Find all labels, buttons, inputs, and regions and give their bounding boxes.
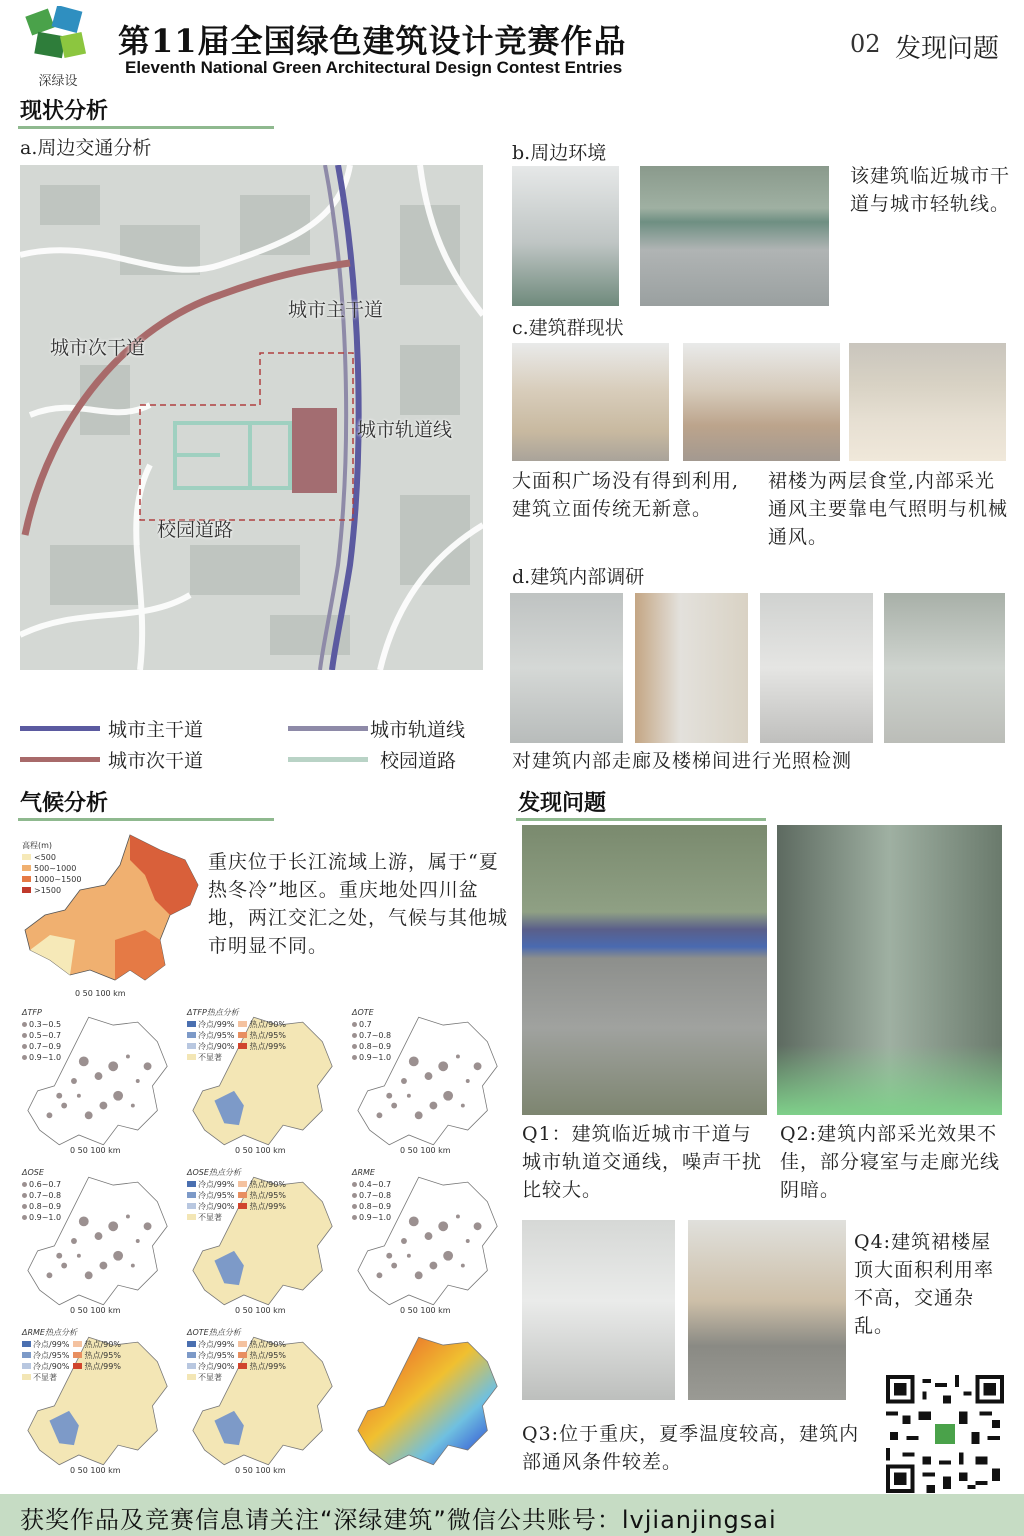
climate-map-legend-item: 冷点/95% bbox=[187, 1350, 234, 1361]
map-dot bbox=[77, 1094, 81, 1098]
environment-text: 该建筑临近城市干道与城市轻轨线。 bbox=[850, 165, 1011, 215]
logo-text: 深绿设 bbox=[38, 74, 78, 89]
map-dot bbox=[474, 1222, 482, 1230]
climate-map-legend-item: 0.6~0.7 bbox=[22, 1179, 61, 1190]
climate-map-legend-item: 0.9~1.0 bbox=[22, 1212, 61, 1223]
section-title-climate: 气候分析 bbox=[20, 791, 109, 816]
climate-map-legend-item: 热点/95% bbox=[73, 1350, 120, 1361]
logo bbox=[22, 6, 94, 89]
map-dot bbox=[71, 1078, 77, 1084]
climate-map-title: ΔOSE bbox=[22, 1168, 44, 1177]
map-dot bbox=[474, 1062, 482, 1070]
photo-q2-dark-corridor bbox=[777, 825, 1002, 1115]
q4-text: Q4:建筑裙楼屋顶大面积利用率不高，交通杂乱。 bbox=[854, 1231, 995, 1337]
map-dot bbox=[71, 1238, 77, 1244]
climate-map-legend bbox=[352, 1019, 391, 1063]
climate-map-legend-item: 不显著 bbox=[187, 1212, 234, 1223]
climate-map-legend-item: 热点/99% bbox=[238, 1041, 285, 1052]
legend-swatch-rail bbox=[288, 726, 368, 731]
climate-map bbox=[350, 1005, 507, 1157]
legend-label-campus-road: 校园道路 bbox=[380, 750, 457, 772]
map-dot bbox=[79, 1216, 89, 1226]
subtitle-buildings: c.建筑群现状 bbox=[512, 317, 624, 339]
climate-map-legend bbox=[187, 1179, 286, 1223]
climate-map-legend bbox=[22, 1339, 121, 1383]
label-main-road: 城市主干道 bbox=[288, 299, 384, 321]
map-dot bbox=[386, 1253, 392, 1259]
legend-label-rail: 城市轨道线 bbox=[370, 719, 466, 741]
label-campus-road: 校园道路 bbox=[157, 519, 234, 541]
climate-map-title: ΔTFP bbox=[22, 1008, 42, 1017]
climate-map-legend-item: 冷点/99% bbox=[187, 1019, 234, 1030]
map-dot bbox=[425, 1072, 433, 1080]
climate-map-legend-item: 冷点/95% bbox=[187, 1190, 234, 1201]
scale-bar: 0 50 100 km bbox=[70, 1306, 121, 1315]
page-number: 02 bbox=[850, 30, 881, 58]
map-dot bbox=[466, 1079, 470, 1083]
subtitle-traffic: a.周边交通分析 bbox=[20, 137, 152, 159]
label-secondary-road: 城市次干道 bbox=[50, 337, 146, 359]
map-dot bbox=[407, 1094, 411, 1098]
scale-bar: 0 50 100 km bbox=[75, 989, 126, 998]
climate-map-legend-item: 0.7 bbox=[352, 1019, 391, 1030]
map-dot bbox=[61, 1103, 67, 1109]
climate-map-legend-item: 0.8~0.9 bbox=[352, 1201, 391, 1212]
climate-map-legend-item: 0.3~0.5 bbox=[22, 1019, 61, 1030]
climate-map-legend bbox=[352, 1179, 391, 1223]
map-dot bbox=[113, 1091, 123, 1101]
climate-map-legend-item: 冷点/95% bbox=[187, 1030, 234, 1041]
map-dot bbox=[85, 1111, 93, 1119]
climate-map-legend-item: 0.8~0.9 bbox=[352, 1041, 391, 1052]
climate-map-legend-item: 冷点/90% bbox=[22, 1361, 69, 1372]
climate-map-legend bbox=[22, 1019, 61, 1063]
elevation-legend bbox=[22, 852, 81, 896]
map-dot bbox=[99, 1102, 107, 1110]
map-dot bbox=[425, 1232, 433, 1240]
climate-map bbox=[185, 1325, 342, 1477]
elevation-legend-item: <500 bbox=[22, 852, 81, 863]
footer-text: 获奖作品及竞赛信息请关注“深绿建筑”微信公共账号：lvjianjingsai bbox=[20, 1506, 777, 1534]
subtitle-environment: b.周边环境 bbox=[512, 142, 607, 164]
climate-map-legend-item: 冷点/99% bbox=[187, 1339, 234, 1350]
elevation-legend-title: 高程(m) bbox=[22, 841, 53, 850]
climate-map-legend-item: 不显著 bbox=[187, 1372, 234, 1383]
photo-dorm-buildings bbox=[512, 343, 669, 461]
map-dot bbox=[401, 1078, 407, 1084]
climate-map bbox=[185, 1005, 342, 1157]
map-dot bbox=[391, 1263, 397, 1269]
map-dot bbox=[56, 1093, 62, 1099]
climate-map-legend-item: 0.7~0.8 bbox=[352, 1030, 391, 1041]
photo-corridor-1 bbox=[510, 593, 623, 743]
climate-map-title: ΔOTE热点分析 bbox=[187, 1328, 241, 1337]
climate-map-drawing bbox=[350, 1325, 507, 1477]
climate-map-title: ΔRME bbox=[352, 1168, 375, 1177]
map-dot bbox=[61, 1263, 67, 1269]
climate-map-legend-item: 0.8~0.9 bbox=[22, 1201, 61, 1212]
map-dot bbox=[391, 1103, 397, 1109]
climate-map-legend-item: 0.7~0.9 bbox=[22, 1041, 61, 1052]
map-dot bbox=[85, 1271, 93, 1279]
photo-rail-street bbox=[512, 166, 619, 306]
section-divider bbox=[18, 126, 274, 129]
climate-map-legend-item: 热点/90% bbox=[238, 1019, 285, 1030]
climate-map-title: ΔOTE bbox=[352, 1008, 374, 1017]
scale-bar: 0 50 100 km bbox=[235, 1466, 286, 1475]
photo-canteen-building bbox=[683, 343, 840, 461]
climate-map-legend bbox=[187, 1339, 286, 1383]
map-dot bbox=[409, 1216, 419, 1226]
climate-map-legend-item: 热点/99% bbox=[73, 1361, 120, 1372]
footer-bar bbox=[0, 1494, 1024, 1536]
map-dot bbox=[136, 1239, 140, 1243]
map-dot bbox=[415, 1271, 423, 1279]
climate-map-legend-item: 热点/90% bbox=[73, 1339, 120, 1350]
page-name: 发现问题 bbox=[895, 34, 1000, 64]
climate-map bbox=[350, 1165, 507, 1317]
legend-label-main-road: 城市主干道 bbox=[108, 719, 204, 741]
climate-map-legend-item: 0.4~0.7 bbox=[352, 1179, 391, 1190]
map-dot bbox=[144, 1062, 152, 1070]
label-rail: 城市轨道线 bbox=[357, 419, 453, 441]
photo-corridor-door bbox=[635, 593, 748, 743]
map-dot bbox=[113, 1251, 123, 1261]
scale-bar: 0 50 100 km bbox=[400, 1306, 451, 1315]
climate-map bbox=[20, 1005, 177, 1157]
map-dot bbox=[136, 1079, 140, 1083]
photo-stairwell bbox=[884, 593, 1005, 743]
map-dot bbox=[443, 1091, 453, 1101]
climate-map-legend-item: 热点/99% bbox=[238, 1361, 285, 1372]
photo-rail-overhead bbox=[640, 166, 829, 306]
subtitle-interior: d.建筑内部调研 bbox=[512, 566, 645, 588]
section-divider bbox=[18, 818, 274, 821]
interior-caption: 对建筑内部走廊及楼梯间进行光照检测 bbox=[512, 750, 853, 772]
climate-map-legend-item: 不显著 bbox=[187, 1052, 234, 1063]
map-dot bbox=[461, 1264, 465, 1268]
photo-canteen-interior bbox=[849, 343, 1006, 461]
climate-map-legend-item: 冷点/95% bbox=[22, 1350, 69, 1361]
climate-map bbox=[20, 1325, 177, 1477]
qr-code-icon bbox=[886, 1375, 1004, 1493]
map-dot bbox=[77, 1254, 81, 1258]
q1-text: Q1：建筑临近城市干道与城市轨道交通线，噪声干扰比较大。 bbox=[522, 1123, 763, 1201]
section-title-problems: 发现问题 bbox=[518, 791, 607, 816]
climate-map-legend-item: 不显著 bbox=[22, 1372, 69, 1383]
page-subtitle-en: Eleventh National Green Architectural Design Contest Entries bbox=[125, 58, 623, 77]
map-dot bbox=[401, 1238, 407, 1244]
scale-bar: 0 50 100 km bbox=[400, 1146, 451, 1155]
climate-map-legend-item: 冷点/99% bbox=[22, 1339, 69, 1350]
map-dot bbox=[409, 1056, 419, 1066]
legend-swatch-secondary-road bbox=[20, 757, 100, 762]
climate-map-legend-item: 冷点/99% bbox=[187, 1179, 234, 1190]
climate-map bbox=[20, 1165, 177, 1317]
legend-swatch-main-road bbox=[20, 726, 100, 731]
map-dot bbox=[95, 1232, 103, 1240]
climate-map-legend-item: 热点/95% bbox=[238, 1350, 285, 1361]
buildings-text-right: 裙楼为两层食堂,内部采光通风主要靠电气照明与机械通风。 bbox=[768, 470, 1009, 548]
section-divider bbox=[516, 818, 766, 821]
climate-map-title: ΔOSE热点分析 bbox=[187, 1168, 241, 1177]
climate-map-legend-item: 0.7~0.8 bbox=[22, 1190, 61, 1201]
map-dot bbox=[108, 1061, 118, 1071]
scale-bar: 0 50 100 km bbox=[235, 1306, 286, 1315]
scale-bar: 0 50 100 km bbox=[70, 1146, 121, 1155]
map-dot bbox=[466, 1239, 470, 1243]
scale-bar: 0 50 100 km bbox=[235, 1146, 286, 1155]
map-dot bbox=[429, 1262, 437, 1270]
map-dot bbox=[126, 1215, 130, 1219]
photo-q1-rail-traffic bbox=[522, 825, 767, 1115]
map-dot bbox=[438, 1061, 448, 1071]
map-dot bbox=[429, 1102, 437, 1110]
climate-map-legend-item: 0.9~1.0 bbox=[352, 1212, 391, 1223]
climate-map-legend-item: 冷点/90% bbox=[187, 1361, 234, 1372]
legend-swatch-campus-road bbox=[288, 757, 368, 762]
map-dot bbox=[95, 1072, 103, 1080]
legend-label-secondary-road: 城市次干道 bbox=[108, 750, 204, 772]
page-title: 第11届全国绿色建筑设计竞赛作品 bbox=[118, 22, 627, 60]
climate-map-legend-item: 0.9~1.0 bbox=[22, 1052, 61, 1063]
map-dot bbox=[99, 1262, 107, 1270]
map-dot bbox=[438, 1221, 448, 1231]
climate-text: 重庆位于长江流域上游，属于“夏热冬冷”地区。重庆地处四川盆地，两江交汇之处，气候与其他城市明显不同。 bbox=[208, 851, 509, 957]
climate-map-legend-item: 0.5~0.7 bbox=[22, 1030, 61, 1041]
map-dot bbox=[376, 1272, 382, 1278]
map-dot bbox=[407, 1254, 411, 1258]
map-dot bbox=[131, 1264, 135, 1268]
climate-map-title: ΔRME热点分析 bbox=[22, 1328, 77, 1337]
map-dot bbox=[461, 1104, 465, 1108]
map-dot bbox=[415, 1111, 423, 1119]
map-dot bbox=[443, 1251, 453, 1261]
map-dot bbox=[376, 1112, 382, 1118]
elevation-legend-item: 500~1000 bbox=[22, 863, 81, 874]
traffic-map bbox=[20, 165, 483, 670]
climate-map-legend-item: 热点/90% bbox=[238, 1179, 285, 1190]
climate-map-legend-item: 0.7~0.8 bbox=[352, 1190, 391, 1201]
q2-text: Q2:建筑内部采光效果不佳，部分寝室与走廊光线阴暗。 bbox=[780, 1123, 1001, 1201]
scale-bar: 0 50 100 km bbox=[70, 1466, 121, 1475]
map-dot bbox=[456, 1215, 460, 1219]
elevation-map bbox=[20, 830, 202, 1000]
map-dot bbox=[46, 1272, 52, 1278]
photo-q4-roof bbox=[688, 1220, 846, 1400]
map-dot bbox=[56, 1253, 62, 1259]
climate-map-legend-item: 热点/95% bbox=[238, 1190, 285, 1201]
map-dot bbox=[108, 1221, 118, 1231]
q3-text: Q3:位于重庆，夏季温度较高，建筑内部通风条件较差。 bbox=[522, 1423, 860, 1473]
climate-map-legend-item: 热点/99% bbox=[238, 1201, 285, 1212]
climate-map-legend-item: 0.9~1.0 bbox=[352, 1052, 391, 1063]
map-dot bbox=[131, 1104, 135, 1108]
photo-light-measurement bbox=[760, 593, 873, 743]
map-dot bbox=[386, 1093, 392, 1099]
climate-map-legend bbox=[22, 1179, 61, 1223]
buildings-text-left: 大面积广场没有得到利用,建筑立面传统无新意。 bbox=[512, 470, 740, 520]
logo-icon bbox=[22, 6, 94, 66]
climate-map-legend-item: 热点/95% bbox=[238, 1030, 285, 1041]
climate-map bbox=[185, 1165, 342, 1317]
map-dot bbox=[46, 1112, 52, 1118]
map-dot bbox=[144, 1222, 152, 1230]
section-title-status: 现状分析 bbox=[20, 99, 109, 124]
map-dot bbox=[79, 1056, 89, 1066]
map-dot bbox=[126, 1055, 130, 1059]
elevation-legend-item: 1000~1500 bbox=[22, 874, 81, 885]
climate-map-legend-item: 冷点/90% bbox=[187, 1041, 234, 1052]
climate-map-legend-item: 冷点/90% bbox=[187, 1201, 234, 1212]
climate-map-legend bbox=[187, 1019, 286, 1063]
climate-map-title: ΔTFP热点分析 bbox=[187, 1008, 239, 1017]
elevation-legend-item: >1500 bbox=[22, 885, 81, 896]
photo-q3-corridor bbox=[522, 1220, 675, 1400]
climate-map bbox=[350, 1325, 507, 1477]
climate-map-legend-item: 热点/90% bbox=[238, 1339, 285, 1350]
qr-code bbox=[886, 1375, 1004, 1493]
map-dot bbox=[456, 1055, 460, 1059]
